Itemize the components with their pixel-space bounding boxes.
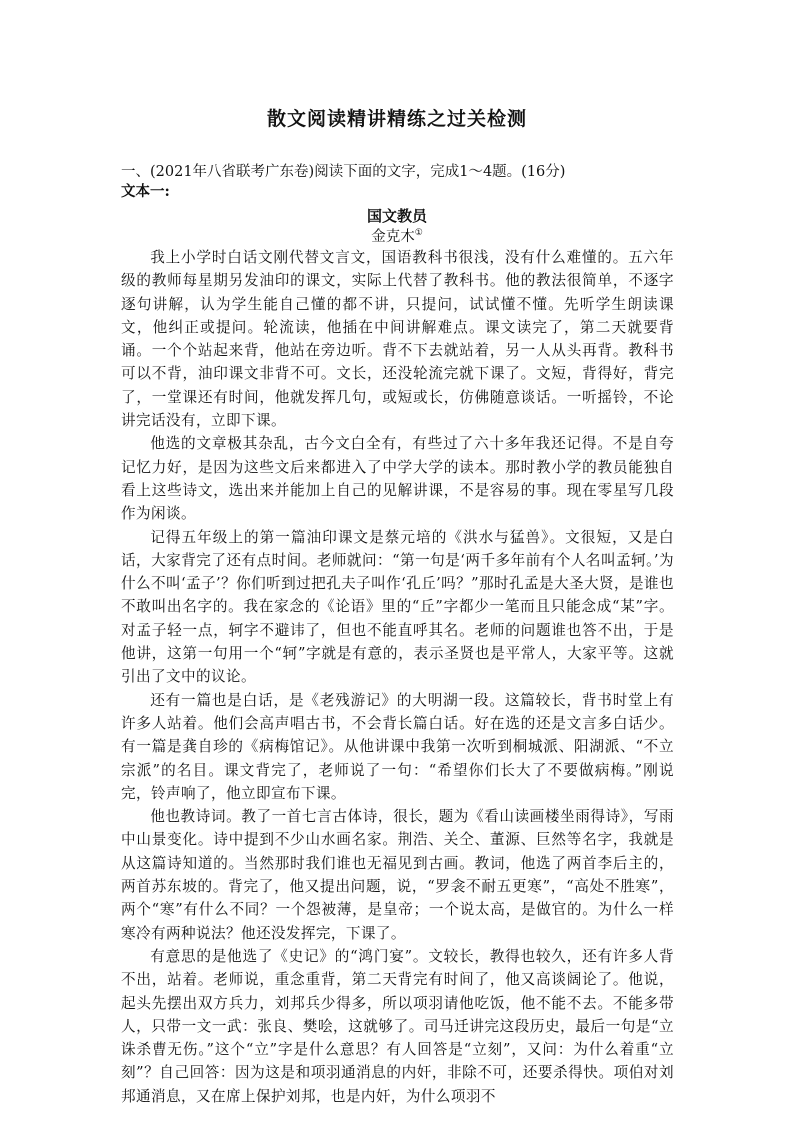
text-label: 文本一: (121, 183, 170, 200)
question-header: 一、(2021年八省联考广东卷)阅读下面的文字，完成1～4题。(16分) (121, 164, 566, 180)
author-name: 金克木 (371, 229, 415, 245)
essay-title: 国文教员 (366, 207, 427, 225)
paragraph-2: 他选的文章极其杂乱，古今文白全有，有些过了六十多年我还记得。不是自夸记忆力好，是因为这些文后来都进入了中学大学的读本。那时教小学的教员能独自看上这些诗文，选出来并能加上自己的见解讲课，不是容易的事。现在零星写几段作为闲谈。 (121, 435, 674, 523)
document-title: 散文阅读精讲精练之过关检测 (266, 108, 527, 130)
paragraph-5: 他也教诗词。教了一首七言古体诗，很长，题为《看山读画楼坐雨得诗》，写雨中山景变化。诗中提到不少山水画名家。荆浩、关仝、董源、巨然等名字，我就是从这篇诗知道的。当然那时我们谁也无福见到古画。教词，他选了两首李后主的，两首苏东坡的。背完了，他又提出问题，说，“罗衾不耐五更寒”，“高处不胜寒”，两个“寒”有什么不同？一个怨被薄，是皇帝；一个说太高，是做官的。为什么一样寒冷有两种说法？他还没发挥完，下课了。 (121, 808, 674, 942)
essay-body (121, 246, 674, 1108)
author-line (0, 225, 794, 246)
footnote-marker: ① (414, 228, 423, 239)
paragraph-3: 记得五年级上的第一篇油印课文是蔡元培的《洪水与猛兽》。文很短，又是白话，大家背完了还有点时间。老师就问：“第一句是‘两千多年前有个人名叫孟轲。’为什么不叫‘孟子’？你们听到过把孔夫子叫作‘孔丘’吗？”那时孔孟是大圣大贤，是谁也不敢叫出名字的。我在家念的《论语》里的“丘”字都少一笔而且只能念成“某”字。对孟子轻一点，轲字不避讳了，但也不能直呼其名。老师的问题谁也答不出，于是他讲，这第一句用一个“轲”字就是有意的，表示圣贤也是平常人，大家平等。这就引出了文中的议论。 (121, 528, 674, 686)
paragraph-1: 我上小学时白话文刚代替文言文，国语教科书很浅，没有什么难懂的。五六年级的教师每星期另发油印的课文，实际上代替了教科书。他的教法很简单，不逐字逐句讲解，认为学生能自己懂的都不讲，只提问，试试懂不懂。先听学生朗读课文，他纠正或提问。轮流读，他插在中间讲解难点。课文读完了，第二天就要背诵。一个个站起来背，他站在旁边听。背不下去就站着，另一人从头再背。教科书可以不背，油印课文非背不可。文长，还没轮流完就下课了。文短，背得好，背完了，一堂课还有时间，他就发挥几句，或短或长，仿佛随意谈话。一听摇铃，不论讲完话没有，立即下课。 (121, 249, 674, 430)
paragraph-4: 还有一篇也是白话，是《老残游记》的大明湖一段。这篇较长，背书时堂上有许多人站着。他们会高声唱古书，不会背长篇白话。好在选的还是文言多白话少。有一篇是龚自珍的《病梅馆记》。从他讲课中我第一次听到桐城派、阳湖派、“不立宗派”的名目。课文背完了，老师说了一句：“希望你们长大了不要做病梅。”刚说完，铃声响了，他立即宣布下课。 (121, 691, 674, 802)
paragraph-6: 有意思的是他选了《史记》的“鸿门宴”。文较长，教得也较久，还有许多人背不出，站着。老师说，重念重背，第二天背完有时间了，他又高谈阔论了。他说，起头先摆出双方兵力，刘邦兵少得多，所以项羽请他吃饭，他不能不去。不能多带人，只带一文一武：张良、樊哙，这就够了。司马迁讲完这段历史，最后一句是“立诛杀曹无伤。”这个“立”字是什么意思？有人回答是“立刻”，又问：为什么着重“立刻”？自己回答：因为这是和项羽通消息的内奸，非除不可，还要杀得快。项伯对刘邦通消息，又在席上保护刘邦，也是内奸，为什么项羽不 (121, 947, 674, 1105)
